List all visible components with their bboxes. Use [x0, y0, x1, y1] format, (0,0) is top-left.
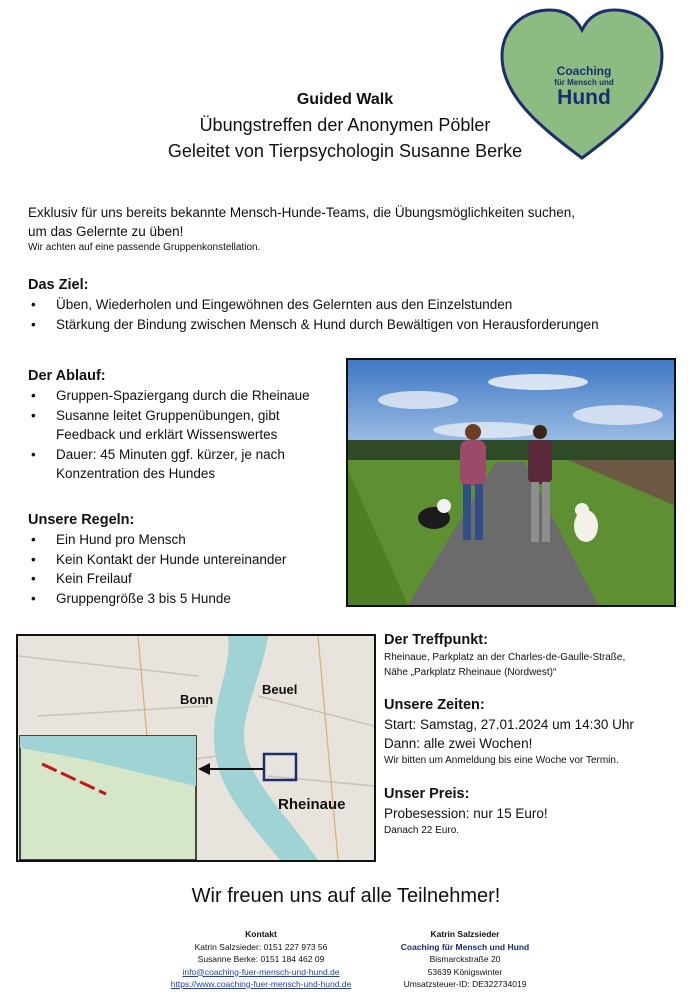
regeln-section: [28, 510, 340, 608]
company-name: Katrin Salzsieder: [430, 929, 500, 939]
walk-photo: [346, 358, 676, 607]
logo-line-2: für Mensch und: [554, 78, 614, 87]
intro-note: Wir achten auf eine passende Gruppenkonstellation.: [28, 242, 261, 253]
ablauf-section: [28, 366, 340, 484]
contact-phone-2: Susanne Berke: 0151 184 462 09: [197, 954, 325, 964]
zeiten-title: Unsere Zeiten:: [384, 697, 485, 713]
logo-line-3: Hund: [557, 86, 611, 109]
list-item: • Susanne leitet Gruppenübungen, gibt Feedback und erklärt Wissenswertes: [31, 407, 280, 442]
contact-block: [136, 928, 386, 991]
preis-title: Unser Preis:: [384, 786, 470, 802]
list-item: • Dauer: 45 Minuten ggf. kürzer, je nach Konzentration des Hundes: [31, 446, 285, 481]
website-link[interactable]: https://www.coaching-fuer-mensch-und-hund.de: [170, 979, 352, 989]
list-item: • Üben, Wiederholen und Eingewöhnen des Gelernten aus den Einzelstunden: [31, 297, 513, 312]
intro-line-2: um das Gelernte zu üben!: [28, 224, 184, 239]
subtitle-1: Übungstreffen der Anonymen Pöbler: [199, 115, 491, 135]
list-item: • Kein Kontakt der Hunde untereinander: [31, 551, 287, 567]
page-title: Guided Walk: [296, 91, 394, 108]
company-block: [370, 928, 560, 991]
area-map: [16, 634, 376, 862]
walk-photo-illustration: [348, 360, 674, 605]
list-item: • Kein Freilauf: [31, 571, 132, 586]
map-label-beuel: Beuel: [262, 682, 298, 697]
zeiten-repeat: Dann: alle zwei Wochen!: [384, 736, 533, 751]
treffpunkt-title: Der Treffpunkt:: [384, 632, 488, 648]
map-label-rheinaue: Rheinaue: [278, 796, 346, 813]
intro: [28, 203, 668, 255]
intro-line-1: Exklusiv für uns bereits bekannte Mensch-Hunde-Teams, die Übungsmöglichkeiten suchen,: [28, 205, 576, 220]
ablauf-title: Der Ablauf:: [28, 368, 106, 384]
page-header: [120, 88, 570, 164]
regeln-title: Unsere Regeln:: [28, 512, 135, 528]
preis-after: Danach 22 Euro.: [384, 825, 460, 836]
list-item: • Gruppengröße 3 bis 5 Hunde: [31, 590, 231, 606]
list-item: • Ein Hund pro Mensch: [31, 532, 186, 547]
event-info: [384, 630, 684, 838]
contact-title: Kontakt: [245, 929, 277, 939]
zeiten-start: Start: Samstag, 27.01.2024 um 14:30 Uhr: [384, 717, 634, 732]
preis-probe: Probesession: nur 15 Euro!: [384, 806, 548, 821]
zeiten-note: Wir bitten um Anmeldung bis eine Woche vor Termin.: [384, 755, 619, 766]
logo-line-1: Coaching: [556, 64, 612, 78]
treffpunkt-line-2: Nähe „Parkplatz Rheinaue (Nordwest)“: [384, 667, 557, 678]
ziel-section: [28, 275, 688, 334]
map-label-bonn: Bonn: [180, 692, 214, 707]
company-brand: Coaching für Mensch und Hund: [400, 941, 530, 952]
treffpunkt-line-1: Rheinaue, Parkplatz an der Charles-de-Gaulle-Straße,: [384, 652, 626, 663]
email-link[interactable]: info@coaching-fuer-mensch-und-hund.de: [182, 966, 340, 977]
map-graphic: [18, 636, 374, 860]
ziel-title: Das Ziel:: [28, 277, 89, 293]
list-item: • Gruppen-Spaziergang durch die Rheinaue: [31, 388, 310, 403]
subtitle-2: Geleitet von Tierpsychologin Susanne Berke: [167, 141, 523, 161]
closing-line: Wir freuen uns auf alle Teilnehmer!: [191, 885, 501, 907]
company-city: 53639 Königswinter: [427, 966, 503, 977]
company-tax: Umsatzsteuer-ID: DE322734019: [403, 979, 527, 989]
contact-phone-1: Katrin Salzsieder: 0151 227 973 56: [194, 941, 328, 952]
company-street: Bismarckstraße 20: [429, 954, 501, 964]
list-item: • Stärkung der Bindung zwischen Mensch & Hund durch Bewältigen von Herausforderungen: [31, 316, 599, 332]
